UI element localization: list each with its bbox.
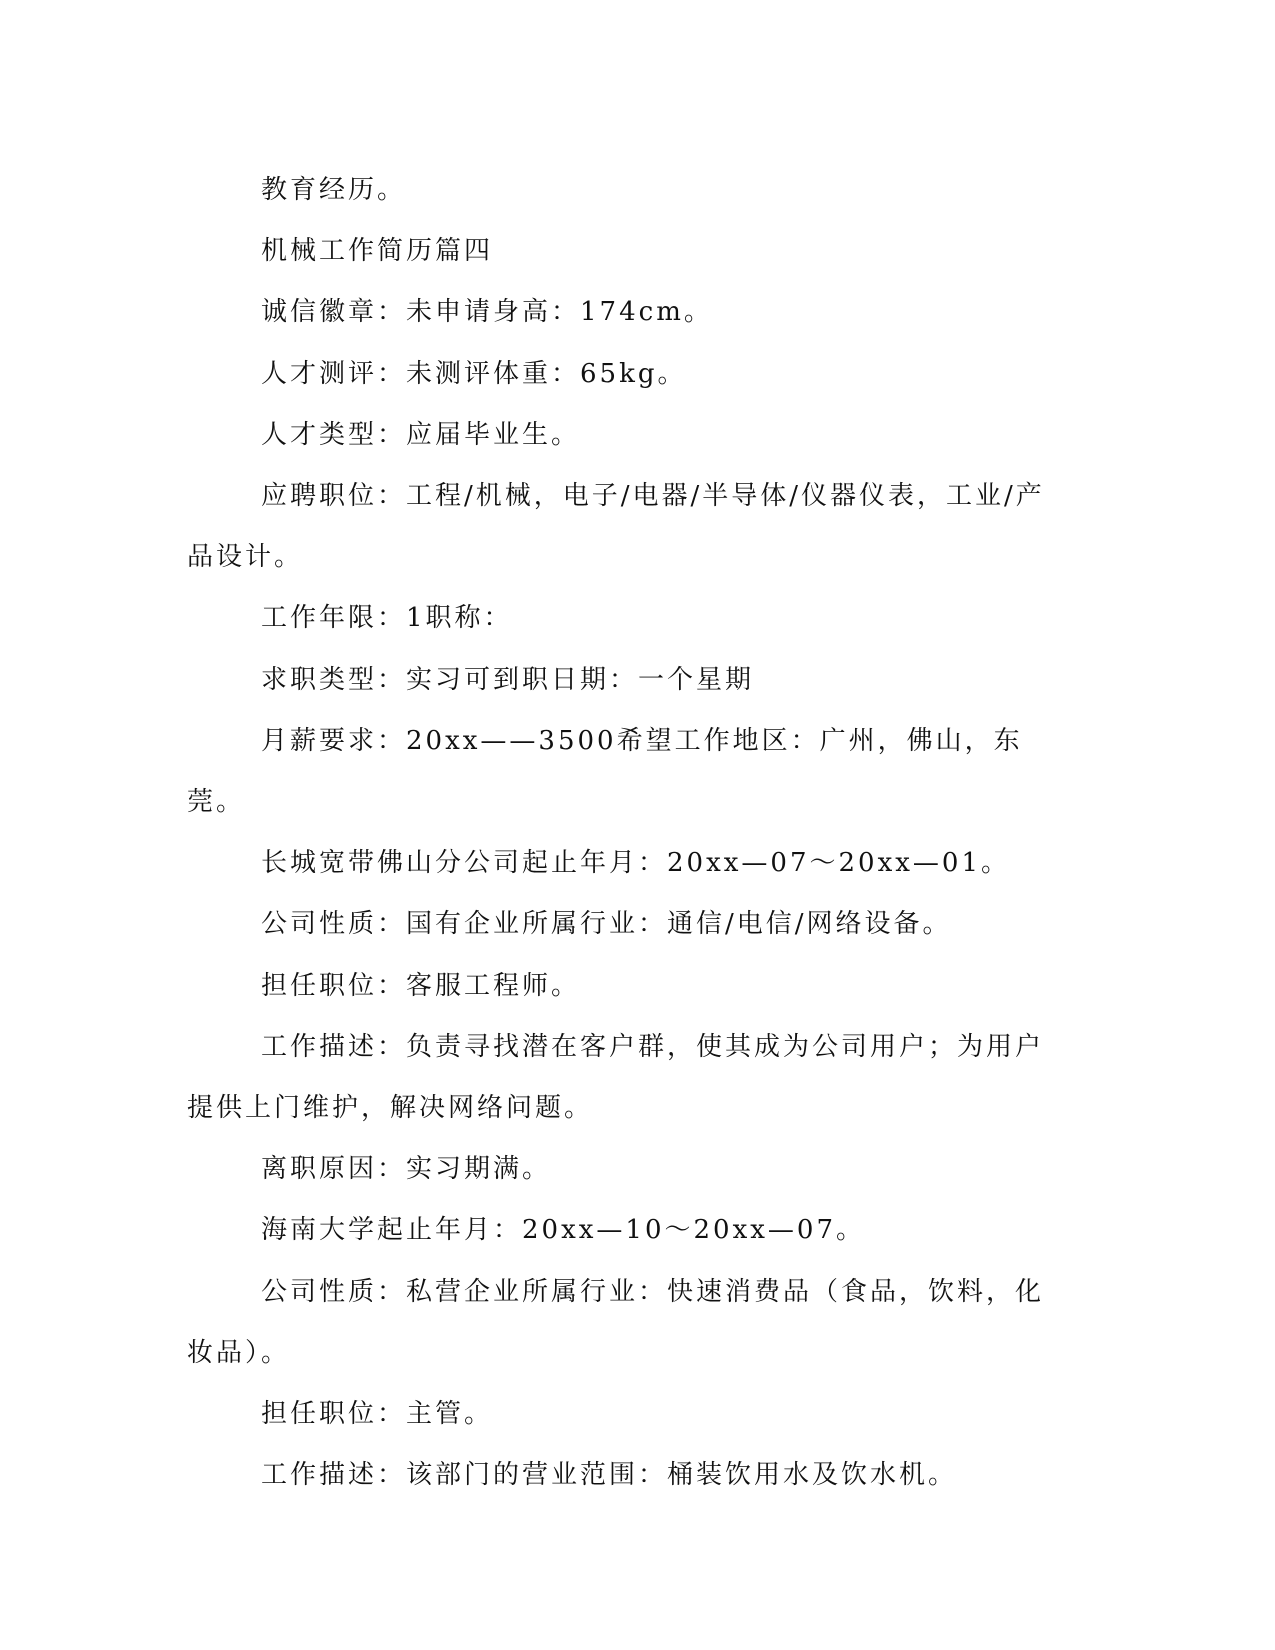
- paragraph-salary-location: 月薪要求：20xx——3500希望工作地区：广州，佛山，东莞。: [187, 725, 1023, 818]
- paragraph-work-years-title: 工作年限：1职称：: [261, 603, 513, 634]
- paragraph-employer-1-leave-reason: 离职原因：实习期满。: [261, 1154, 552, 1185]
- paragraph-employer-1-description: 工作描述：负责寻找潜在客户群，使其成为公司用户；为用户提供上门维护，解决网络问题。: [187, 1031, 1045, 1124]
- paragraph-integrity-badge-height: 诚信徽章：未申请身高：174cm。: [261, 297, 713, 328]
- paragraph-employer-2-description: 工作描述：该部门的营业范围：桶装饮用水及饮水机。: [261, 1460, 958, 1491]
- paragraph-talent-assessment-weight: 人才测评：未测评体重：65kg。: [261, 358, 687, 389]
- paragraph-applied-position: 应聘职位：工程/机械，电子/电器/半导体/仪器仪表，工业/产品设计。: [187, 481, 1045, 573]
- paragraph-employer-2-nature: 公司性质：私营企业所属行业：快速消费品（食品，饮料，化妆品）。: [187, 1276, 1045, 1368]
- document-body: [187, 160, 1067, 1506]
- paragraph-employer-1-period: 长城宽带佛山分公司起止年月：20xx—07～20xx—01。: [261, 848, 1010, 879]
- paragraph-talent-type: 人才类型：应届毕业生。: [261, 419, 581, 450]
- paragraph-education-history: 教育经历。: [261, 175, 407, 205]
- paragraph-employer-2-period: 海南大学起止年月：20xx—10～20xx—07。: [261, 1215, 865, 1246]
- section-heading: 机械工作简历篇四: [261, 236, 494, 267]
- paragraph-job-type-availability: 求职类型：实习可到职日期：一个星期: [261, 664, 755, 695]
- paragraph-employer-1-position: 担任职位：客服工程师。: [261, 970, 581, 1001]
- paragraph-employer-2-position: 担任职位：主管。: [261, 1399, 494, 1430]
- paragraph-employer-1-nature: 公司性质：国有企业所属行业：通信/电信/网络设备。: [261, 909, 952, 940]
